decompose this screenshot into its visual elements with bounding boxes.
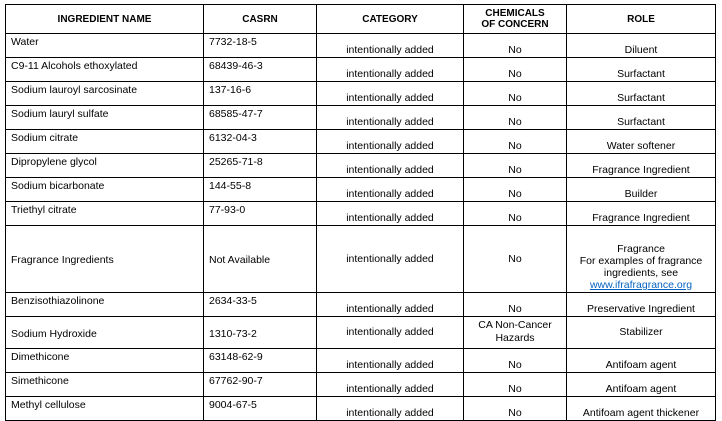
header-chemicals-of-concern bbox=[464, 5, 567, 34]
cell-casrn: 1310-73-2 bbox=[204, 317, 317, 349]
cell-name: Simethicone bbox=[6, 373, 204, 397]
header-coc-line2: OF CONCERN bbox=[481, 19, 549, 30]
cell-category: intentionally added bbox=[317, 154, 464, 178]
header-row bbox=[6, 5, 716, 34]
header-casrn: CASRN bbox=[204, 5, 317, 34]
cell-casrn: 68439-46-3 bbox=[204, 58, 317, 82]
cell-role: Water softener bbox=[567, 130, 716, 154]
cell-casrn: 137-16-6 bbox=[204, 82, 317, 106]
table-row bbox=[6, 317, 716, 349]
cell-category: intentionally added bbox=[317, 293, 464, 317]
cell-coc: No bbox=[464, 373, 567, 397]
cell-casrn: 68585-47-7 bbox=[204, 106, 317, 130]
cell-role: Fragrance Ingredient bbox=[567, 202, 716, 226]
cell-role: Antifoam agent bbox=[567, 373, 716, 397]
cell-casrn: 63148-62-9 bbox=[204, 349, 317, 373]
role-line: For examples of fragrance bbox=[579, 255, 703, 267]
cell-role: Fragrance Ingredient bbox=[567, 154, 716, 178]
cell-name: Water bbox=[6, 34, 204, 58]
cell-name: Dipropylene glycol bbox=[6, 154, 204, 178]
coc-line: Hazards bbox=[495, 332, 535, 344]
table-row bbox=[6, 178, 716, 202]
cell-casrn: 67762-90-7 bbox=[204, 373, 317, 397]
cell-casrn: 7732-18-5 bbox=[204, 34, 317, 58]
cell-role: Antifoam agent thickener bbox=[567, 397, 716, 421]
cell-coc: No bbox=[464, 178, 567, 202]
cell-role: Antifoam agent bbox=[567, 349, 716, 373]
cell-coc: No bbox=[464, 34, 567, 58]
cell-name: Sodium Hydroxide bbox=[6, 317, 204, 349]
table-row bbox=[6, 397, 716, 421]
table-row bbox=[6, 226, 716, 293]
cell-coc: No bbox=[464, 82, 567, 106]
cell-role: Surfactant bbox=[567, 106, 716, 130]
ifra-fragrance-link[interactable]: www.ifrafragrance.org bbox=[589, 279, 693, 291]
cell-category: intentionally added bbox=[317, 34, 464, 58]
cell-coc: No bbox=[464, 293, 567, 317]
cell-coc: No bbox=[464, 106, 567, 130]
table-row bbox=[6, 58, 716, 82]
cell-name: Sodium citrate bbox=[6, 130, 204, 154]
cell-coc bbox=[464, 317, 567, 349]
ingredients-table bbox=[5, 4, 716, 421]
cell-category: intentionally added bbox=[317, 317, 464, 349]
cell-role bbox=[567, 226, 716, 293]
cell-name: Fragrance Ingredients bbox=[6, 226, 204, 293]
cell-casrn: 77-93-0 bbox=[204, 202, 317, 226]
cell-category: intentionally added bbox=[317, 397, 464, 421]
cell-category: intentionally added bbox=[317, 82, 464, 106]
table-row bbox=[6, 373, 716, 397]
table-row bbox=[6, 34, 716, 58]
table-row bbox=[6, 202, 716, 226]
cell-casrn: 2634-33-5 bbox=[204, 293, 317, 317]
cell-category: intentionally added bbox=[317, 202, 464, 226]
cell-name: Benzisothiazolinone bbox=[6, 293, 204, 317]
role-line: ingredients, see bbox=[603, 267, 679, 279]
table-row bbox=[6, 82, 716, 106]
cell-name: Triethyl citrate bbox=[6, 202, 204, 226]
header-category: CATEGORY bbox=[317, 5, 464, 34]
coc-line: CA Non-Cancer bbox=[478, 319, 552, 331]
cell-category: intentionally added bbox=[317, 106, 464, 130]
cell-name: Sodium lauryl sulfate bbox=[6, 106, 204, 130]
cell-role: Surfactant bbox=[567, 82, 716, 106]
cell-coc: No bbox=[464, 130, 567, 154]
table-row bbox=[6, 349, 716, 373]
cell-casrn: Not Available bbox=[204, 226, 317, 293]
cell-role: Preservative Ingredient bbox=[567, 293, 716, 317]
cell-category: intentionally added bbox=[317, 178, 464, 202]
cell-name: Sodium lauroyl sarcosinate bbox=[6, 82, 204, 106]
header-coc-line1: CHEMICALS bbox=[485, 8, 545, 19]
cell-coc: No bbox=[464, 349, 567, 373]
cell-name: Methyl cellulose bbox=[6, 397, 204, 421]
cell-category: intentionally added bbox=[317, 130, 464, 154]
cell-name: Sodium bicarbonate bbox=[6, 178, 204, 202]
cell-name: Dimethicone bbox=[6, 349, 204, 373]
cell-category: intentionally added bbox=[317, 226, 464, 293]
role-line: Fragrance bbox=[617, 243, 665, 255]
cell-role: Surfactant bbox=[567, 58, 716, 82]
cell-category: intentionally added bbox=[317, 373, 464, 397]
table-row bbox=[6, 106, 716, 130]
cell-casrn: 25265-71-8 bbox=[204, 154, 317, 178]
cell-coc: No bbox=[464, 58, 567, 82]
header-role: ROLE bbox=[567, 5, 716, 34]
cell-casrn: 6132-04-3 bbox=[204, 130, 317, 154]
cell-coc: No bbox=[464, 397, 567, 421]
table-row bbox=[6, 293, 716, 317]
table-row bbox=[6, 130, 716, 154]
table-row bbox=[6, 154, 716, 178]
cell-casrn: 144-55-8 bbox=[204, 178, 317, 202]
cell-category: intentionally added bbox=[317, 58, 464, 82]
cell-casrn: 9004-67-5 bbox=[204, 397, 317, 421]
cell-role: Diluent bbox=[567, 34, 716, 58]
cell-name: C9-11 Alcohols ethoxylated bbox=[6, 58, 204, 82]
cell-role: Builder bbox=[567, 178, 716, 202]
cell-coc: No bbox=[464, 202, 567, 226]
cell-coc: No bbox=[464, 154, 567, 178]
header-ingredient-name: INGREDIENT NAME bbox=[6, 5, 204, 34]
cell-role: Stabilizer bbox=[567, 317, 716, 349]
cell-category: intentionally added bbox=[317, 349, 464, 373]
cell-coc: No bbox=[464, 226, 567, 293]
